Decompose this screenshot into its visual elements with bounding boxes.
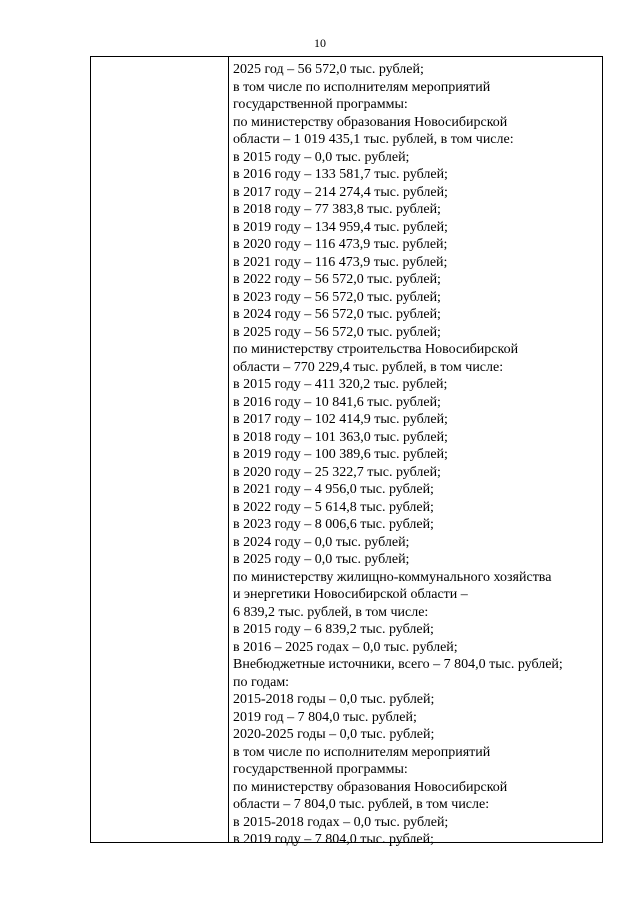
text-line: в 2019 году – 134 959,4 тыс. рублей;	[233, 219, 448, 235]
text-line: в 2017 году – 214 274,4 тыс. рублей;	[233, 184, 448, 200]
text-line: 2025 год – 56 572,0 тыс. рублей;	[233, 62, 424, 77]
text-line: в 2018 году – 101 363,0 тыс. рублей;	[233, 429, 448, 445]
text-line: 2019 год – 7 804,0 тыс. рублей;	[233, 709, 417, 725]
text-line: в 2015 году – 411 320,2 тыс. рублей;	[233, 377, 448, 392]
table-right-cell	[229, 57, 602, 849]
text-line: по министерству образования Новосибирской	[233, 779, 508, 795]
text-line: в 2021 году – 116 473,9 тыс. рублей;	[233, 254, 448, 270]
text-line: в 2025 году – 56 572,0 тыс. рублей;	[233, 324, 441, 340]
page-number: 10	[314, 36, 326, 50]
text-line: по министерству жилищно-коммунального хозяйства	[233, 569, 552, 585]
text-line: в 2015 году – 0,0 тыс. рублей;	[233, 149, 410, 165]
text-line: государственной программы:	[233, 97, 408, 112]
text-line: в 2017 году – 102 414,9 тыс. рублей;	[233, 412, 448, 427]
text-line: в 2016 году – 10 841,6 тыс. рублей;	[233, 394, 441, 410]
text-line: в 2025 году – 0,0 тыс. рублей;	[233, 552, 410, 567]
text-line: 6 839,2 тыс. рублей, в том числе:	[233, 604, 429, 620]
document-table	[90, 56, 603, 847]
text-line: в 2021 году – 4 956,0 тыс. рублей;	[233, 482, 434, 497]
text-line: в 2020 году – 25 322,7 тыс. рублей;	[233, 464, 441, 480]
text-line: в 2024 году – 56 572,0 тыс. рублей;	[233, 307, 441, 322]
text-line: в том числе по исполнителям мероприятий	[233, 79, 491, 95]
text-line: в 2024 году – 0,0 тыс. рублей;	[233, 534, 410, 550]
text-line: в 2015-2018 годах – 0,0 тыс. рублей;	[233, 814, 449, 830]
text-line: в 2023 году – 56 572,0 тыс. рублей;	[233, 289, 441, 305]
text-line: по годам:	[233, 674, 290, 690]
text-line: области – 1 019 435,1 тыс. рублей, в том числе:	[233, 132, 514, 147]
text-line: в 2023 году – 8 006,6 тыс. рублей;	[233, 517, 434, 532]
text-line: 2020-2025 годы – 0,0 тыс. рублей;	[233, 727, 435, 742]
text-line: по министерству строительства Новосибирской	[233, 342, 519, 357]
text-line: области – 7 804,0 тыс. рублей, в том числе:	[233, 797, 490, 812]
text-line: в 2015 году – 6 839,2 тыс. рублей;	[233, 622, 434, 637]
text-line: и энергетики Новосибирской области –	[233, 587, 468, 602]
text-line: в 2022 году – 5 614,8 тыс. рублей;	[233, 499, 434, 515]
text-line: в том числе по исполнителям мероприятий	[233, 744, 491, 760]
text-line: 2015-2018 годы – 0,0 тыс. рублей;	[233, 692, 435, 707]
text-line: в 2018 году – 77 383,8 тыс. рублей;	[233, 202, 441, 217]
table-left-cell	[91, 57, 229, 842]
text-line: в 2019 году – 100 389,6 тыс. рублей;	[233, 447, 448, 462]
text-line: области – 770 229,4 тыс. рублей, в том числе:	[233, 359, 504, 375]
text-line: Внебюджетные источники, всего – 7 804,0 тыс. рублей;	[233, 657, 563, 672]
text-line: в 2022 году – 56 572,0 тыс. рублей;	[233, 272, 441, 287]
text-line: в 2020 году – 116 473,9 тыс. рублей;	[233, 237, 448, 252]
text-line: в 2016 – 2025 годах – 0,0 тыс. рублей;	[233, 639, 458, 655]
text-line: в 2016 году – 133 581,7 тыс. рублей;	[233, 167, 448, 182]
text-line: государственной программы:	[233, 762, 408, 777]
text-line: по министерству образования Новосибирской	[233, 114, 508, 130]
text-line: в 2019 году – 7 804,0 тыс. рублей;	[233, 832, 434, 847]
